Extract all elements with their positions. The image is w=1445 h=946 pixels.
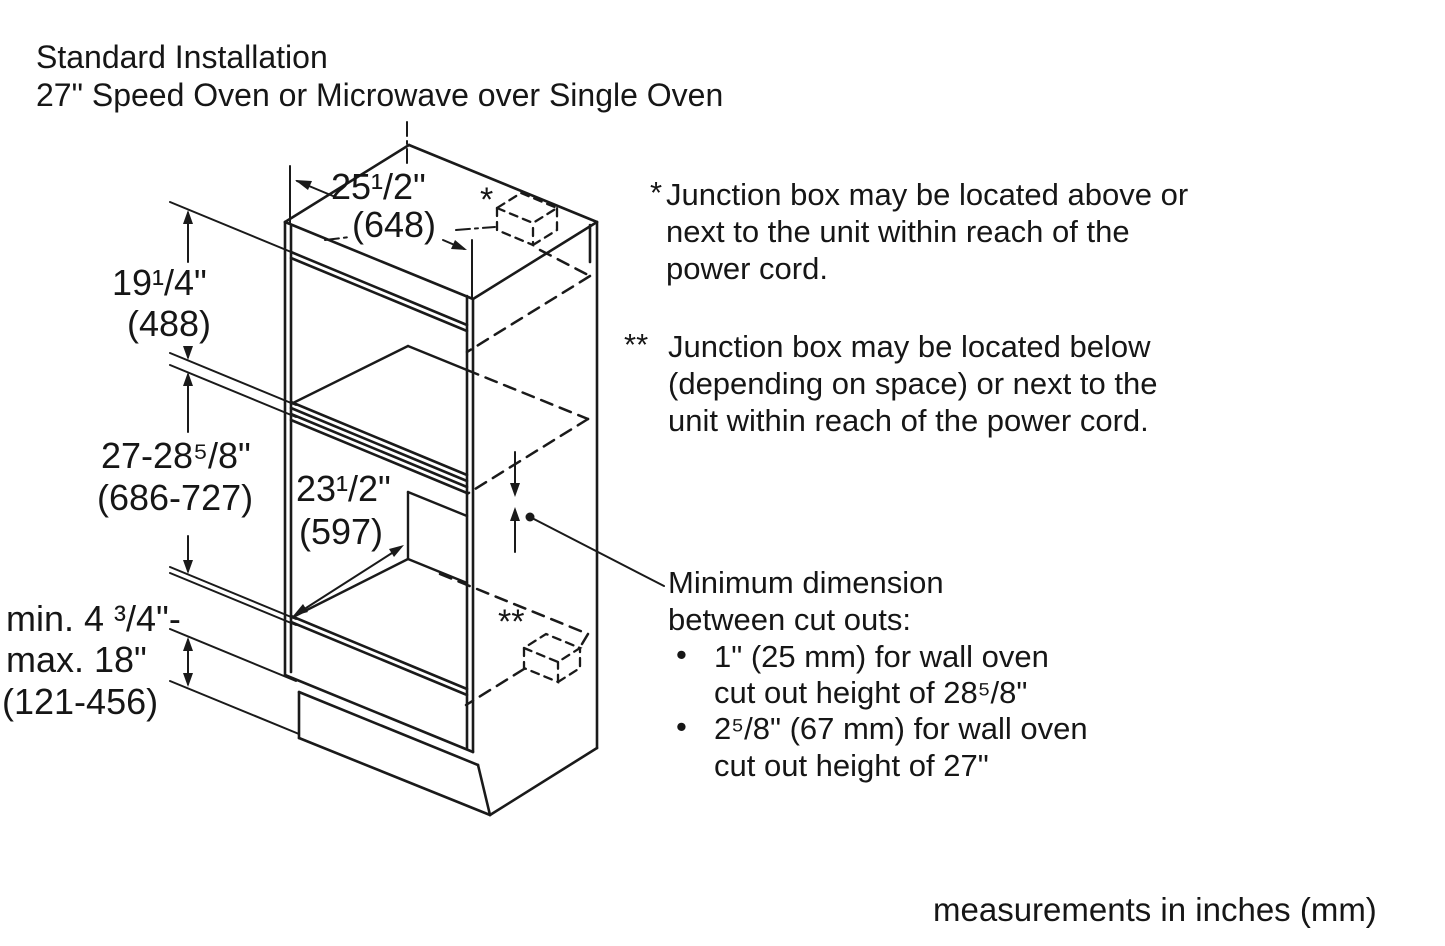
min-dim-item2-line2: cut out height of 27" [714,748,989,783]
footnote-above-line3: power cord. [666,251,828,286]
junction-box-bottom-marker: ** [498,603,525,641]
bullet-icon: • [676,637,687,672]
cabinet-outline [285,145,597,752]
min-dim-heading-line2: between cut outs: [668,602,911,637]
min-dim-item1-line2: cut out height of 28⁵/8" [714,675,1028,710]
dim-width-mm: (648) [352,204,437,245]
dim-upper-height-inches: 19¹/4" [112,262,207,303]
dim-depth-mm: (597) [299,511,384,552]
dim-bottom-clearance-max: max. 18" [6,639,147,680]
footnote-above-line2: next to the unit within reach of the [666,214,1130,249]
junction-box-top-marker: * [480,181,494,219]
plinth-base [299,692,597,815]
min-dim-heading-line1: Minimum dimension [668,565,944,600]
dim-depth-inches: 23¹/2" [296,468,391,509]
dim-upper-height-mm: (488) [127,303,212,344]
dim-lower-height-mm: (686-727) [97,477,254,518]
footnote-above-marker: * [650,175,663,210]
dim-bottom-clearance-mm: (121-456) [2,681,159,722]
bullet-icon: • [676,709,687,744]
min-dim-item1-line1: 1" (25 mm) for wall oven [714,639,1049,674]
footnote-below-line1: Junction box may be located below [668,329,1151,364]
footnote-below-line2: (depending on space) or next to the [668,366,1158,401]
footnote-below-marker: ** [624,327,649,362]
page-title-line2: 27" Speed Oven or Microwave over Single Oven [36,77,724,113]
dim-lower-height-inches: 27-28⁵/8" [101,435,251,476]
page-title-line1: Standard Installation [36,39,328,75]
footnote-below-line3: unit within reach of the power cord. [668,403,1149,438]
footnote-above-line1: Junction box may be located above or [666,177,1189,212]
junction-box-bottom [524,634,580,682]
leader-dot [526,513,535,522]
dim-bottom-clearance-min: min. 4 ³/4"- [6,598,181,639]
arrowheads [183,180,535,687]
min-dim-item2-line1: 2⁵/8" (67 mm) for wall oven [714,711,1088,746]
dim-width-inches: 25¹/2" [331,166,426,207]
units-footer: measurements in inches (mm) [933,891,1377,928]
